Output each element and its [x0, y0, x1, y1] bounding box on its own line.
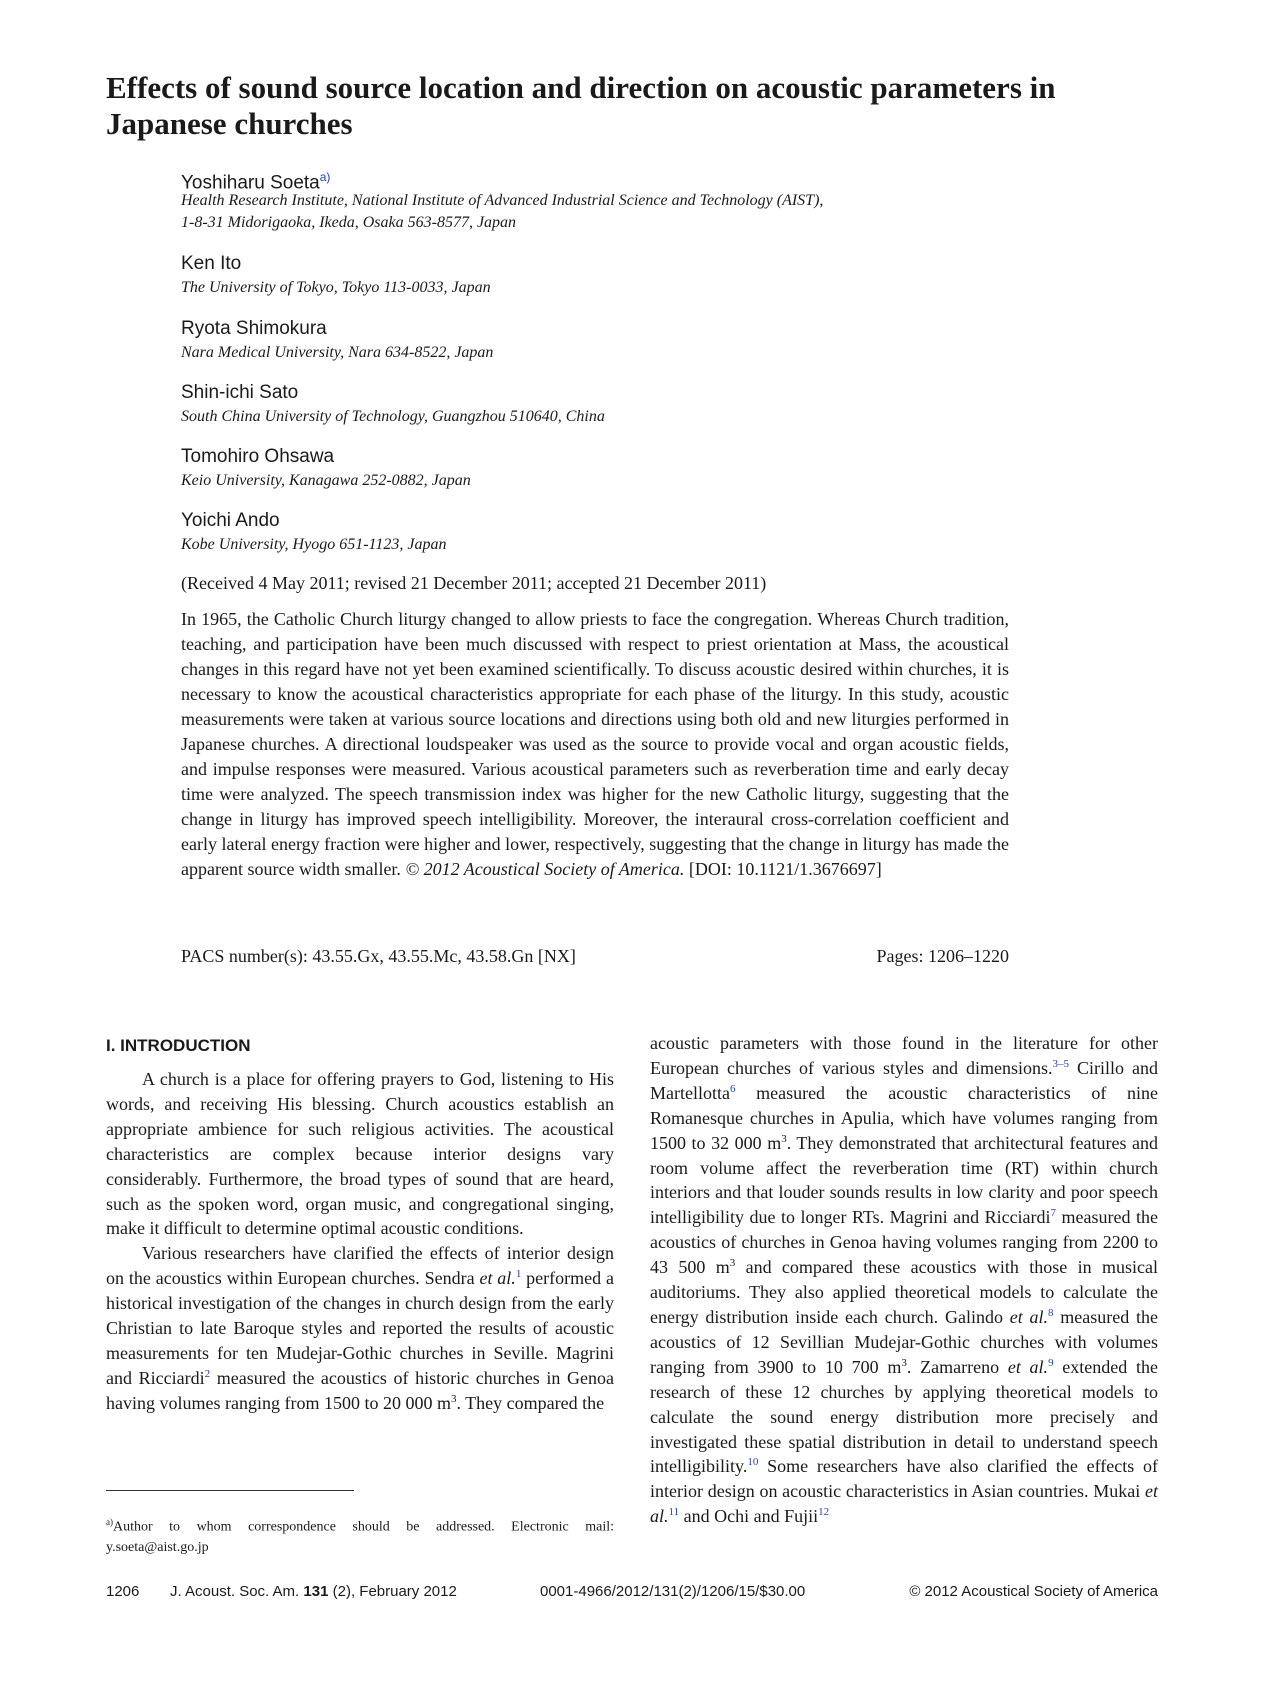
author-name: Yoichi Ando: [181, 510, 280, 531]
paragraph: Various researchers have clarified the effects of interior design on the acoustics within European churches. Sendra et al.$^1$ performed a historical investigation of the changes in church design from the early Christian to late Baroque styles and reported the results of acoustic measurements for ten Mudejar-Gothic churches in Seville. Magrini and Ricciardi$^2$ measured the acoustics of historic churches in Genoa having volumes ranging from 1500 to 20 000 $m^3$. They compared the: [106, 1243, 614, 1413]
author-affiliation: The University of Tokyo, Tokyo 113-0033, Japan: [181, 279, 491, 296]
pacs-numbers: PACS number(s): 43.55.Gx, 43.55.Mc, 43.58.Gn [NX]: [181, 946, 576, 966]
citation-link[interactable]: 7: [1050, 1207, 1057, 1220]
citation-link[interactable]: 11: [668, 1506, 680, 1519]
doi-link[interactable]: [DOI: 10.1121/1.3676697]: [688, 859, 882, 879]
citation-link[interactable]: 2: [204, 1367, 211, 1380]
section-heading: I. INTRODUCTION: [106, 1036, 251, 1055]
left-column: [106, 1067, 614, 1416]
author-name: Ryota Shimokura: [181, 318, 327, 339]
author-name: Yoshiharu Soeta$^{a)}$: [181, 170, 331, 194]
author-affiliation: Keio University, Kanagawa 252-0882, Japan: [181, 472, 471, 489]
author-name: Shin-ichi Sato: [181, 382, 299, 403]
footer-journal: J. Acoust. Soc. Am. 131 (2), February 2012: [170, 1583, 457, 1600]
footer-copyright: © 2012 Acoustical Society of America: [909, 1583, 1158, 1600]
abstract-copyright: © 2012 Acoustical Society of America.: [405, 859, 685, 879]
citation-link[interactable]: 6: [729, 1082, 736, 1095]
author-name: Tomohiro Ohsawa: [181, 446, 335, 467]
citation-link[interactable]: 8: [1047, 1306, 1054, 1319]
author-affiliation: South China University of Technology, Guangzhou 510640, China: [181, 408, 605, 425]
received-dates: (Received 4 May 2011; revised 21 December 2011; accepted 21 December 2011): [181, 573, 767, 593]
author-affiliation: Health Research Institute, National Institute of Advanced Industrial Science and Technology (AIST), 1-8-31 Midorigaoka, Ikeda, Osaka 563-8577, Japan: [181, 192, 824, 231]
author-affiliation: Nara Medical University, Nara 634-8522, Japan: [181, 344, 494, 361]
paragraph: A church is a place for offering prayers to God, listening to His words, and receiving His blessing. Church acoustics establish an appropriate ambience for such religious activities. The acoustical characteristics are complex because interior designs vary considerably. Furthermore, the broad types of sound that are heard, such as the spoken word, organ music, and congregational singing, make it difficult to determine optimal acoustic conditions.: [106, 1069, 614, 1239]
paper-title: Effects of sound source location and direction on acoustic parameters in Japanese churches: [106, 70, 1056, 141]
footnote-ref[interactable]: a): [319, 170, 331, 184]
footer-page-number: 1206: [106, 1583, 140, 1600]
citation-link[interactable]: 12: [818, 1506, 830, 1519]
citation-link[interactable]: 3–5: [1052, 1057, 1069, 1070]
right-column: [650, 1031, 1158, 1529]
abstract: In 1965, the Catholic Church liturgy changed to allow priests to face the congregation. Whereas Church tradition, teaching, and participation have been much discussed with respect to priest orientation at Mass, the acoustical changes in this regard have not yet been examined scientifically. To discuss acoustic desired within churches, it is necessary to know the acoustical characteristics appropriate for each phase of the liturgy. In this study, acoustic measurements were taken at various source locations and directions using both old and new liturgies performed in Japanese churches. A directional loudspeaker was used as the source to provide vocal and organ acoustic fields, and impulse responses were measured. Various acoustical parameters such as reverberation time and early decay time were analyzed. The speech transmission index was higher for the new Catholic liturgy, suggesting that the change in liturgy has improved speech intelligibility. Moreover, the interaural cross-correlation coefficient and early lateral energy fraction were higher and lower, respectively, suggesting that the change in liturgy has made the apparent source width smaller. © 2012 Acoustical Society of America. [DOI: 10.1121/1.3676697]: [181, 609, 1009, 879]
author-affiliation: Kobe University, Hyogo 651-1123, Japan: [181, 536, 447, 553]
footnote: $^{a)}$Author to whom correspondence should be addressed. Electronic mail: y.soeta@aist.go.jp: [106, 1517, 614, 1555]
page-range: Pages: 1206–1220: [876, 946, 1009, 966]
citation-link[interactable]: 1: [515, 1268, 522, 1281]
citation-link[interactable]: 9: [1048, 1356, 1054, 1369]
paragraph: acoustic parameters with those found in the literature for other European churches of various styles and dimensions.$^{3-5}$ Cirillo and Martellotta$^6$ measured the acoustic characteristics of nine Romanesque churches in Apulia, which have volumes ranging from 1500 to 32 000 $m^3$. They demonstrated that architectural features and room volume affect the reverberation time (RT) within church interiors and that louder sounds results in low clarity and poor speech intelligibility due to longer RTs. Magrini and Ricciardi$^7$ measured the acoustics of churches in Genoa having volumes ranging from 2200 to 43 500 $m^3$ and compared these acoustics with those in musical auditoriums. They also applied theoretical models to calculate the energy distribution inside each church. Galindo et al.$^8$ measured the acoustics of 12 Sevillian Mudejar-Gothic churches with volumes ranging from 3900 to 10 700 $m^3$. Zamarreno et al.$^9$ extended the research of these 12 churches by applying theoretical models to calculate the sound energy distribution more precisely and investigated these spatial distribution in detail to understand speech intelligibility.$^{10}$ Some researchers have also clarified the effects of interior design on acoustic characteristics in Asian countries. Mukai et al.$^{11}$ and Ochi and Fujii$^{12}$: [650, 1033, 1158, 1527]
author-name: Ken Ito: [181, 253, 242, 274]
footer-code: 0001-4966/2012/131(2)/1206/15/$30.00: [540, 1583, 806, 1600]
citation-link[interactable]: 10: [747, 1456, 759, 1469]
footnote-divider: [106, 1490, 354, 1491]
